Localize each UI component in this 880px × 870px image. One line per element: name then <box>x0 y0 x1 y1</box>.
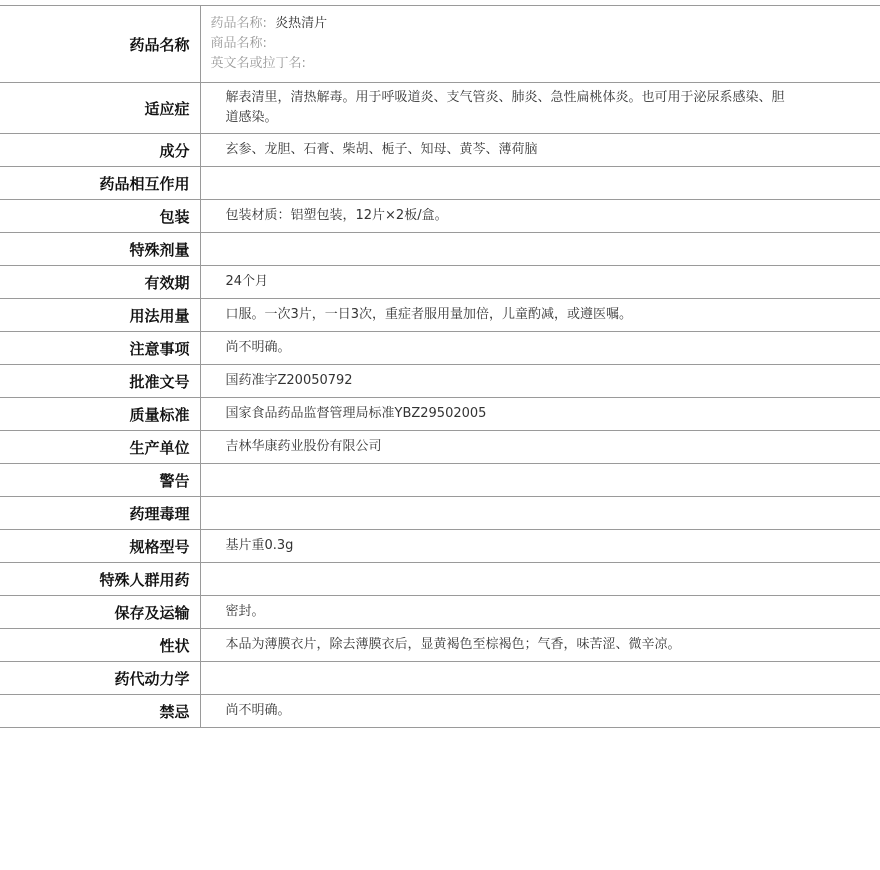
row-value <box>200 497 880 530</box>
generic-name-line <box>211 14 791 34</box>
row-value: 口服。一次3片，一日3次，重症者服用量加倍，儿童酌减，或遵医嘱。 <box>200 299 880 332</box>
row-value <box>200 167 880 200</box>
row-value: 24个月 <box>200 266 880 299</box>
row-value: 本品为薄膜衣片，除去薄膜衣后，显黄褐色至棕褐色；气香，味苦涩、微辛凉。 <box>200 629 880 662</box>
row-value: 包装材质：铝塑包装，12片×2板/盒。 <box>200 200 880 233</box>
row-value: 基片重0.3g <box>200 530 880 563</box>
row-value <box>200 662 880 695</box>
row-label: 特殊剂量 <box>0 233 200 266</box>
row-label: 规格型号 <box>0 530 200 563</box>
table-row <box>0 134 880 167</box>
table-row <box>0 596 880 629</box>
table-row <box>0 167 880 200</box>
row-value <box>200 233 880 266</box>
row-label: 质量标准 <box>0 398 200 431</box>
table-row <box>0 662 880 695</box>
table-row <box>0 332 880 365</box>
row-label: 用法用量 <box>0 299 200 332</box>
row-label: 药代动力学 <box>0 662 200 695</box>
table-row <box>0 695 880 728</box>
row-label: 药品名称 <box>0 6 200 83</box>
generic-name-value: 炎热清片 <box>275 16 328 31</box>
table-row <box>0 299 880 332</box>
table-row <box>0 200 880 233</box>
row-label: 特殊人群用药 <box>0 563 200 596</box>
row-value <box>200 464 880 497</box>
row-value: 尚不明确。 <box>200 695 880 728</box>
drug-info-table <box>0 5 880 728</box>
table-row <box>0 365 880 398</box>
table-row <box>0 266 880 299</box>
row-label: 有效期 <box>0 266 200 299</box>
table-row <box>0 530 880 563</box>
row-label: 生产单位 <box>0 431 200 464</box>
row-value: 密封。 <box>200 596 880 629</box>
row-value: 国家食品药品监督管理局标准YBZ29502005 <box>200 398 880 431</box>
row-label: 成分 <box>0 134 200 167</box>
table-row <box>0 464 880 497</box>
table-row <box>0 431 880 464</box>
row-value <box>200 563 880 596</box>
drug-name-cell <box>200 6 880 83</box>
table-row <box>0 563 880 596</box>
row-label: 药品相互作用 <box>0 167 200 200</box>
table-row <box>0 629 880 662</box>
trade-name-line: 商品名称: <box>210 36 267 51</box>
row-label: 注意事项 <box>0 332 200 365</box>
table-row <box>0 83 880 134</box>
row-value: 吉林华康药业股份有限公司 <box>200 431 880 464</box>
row-label: 批准文号 <box>0 365 200 398</box>
row-label: 保存及运输 <box>0 596 200 629</box>
row-label: 禁忌 <box>0 695 200 728</box>
row-value: 国药准字Z20050792 <box>200 365 880 398</box>
row-label: 性状 <box>0 629 200 662</box>
table-row-drug-name <box>0 6 880 83</box>
table-row <box>0 497 880 530</box>
row-label: 包装 <box>0 200 200 233</box>
generic-name-prefix: 药品名称: <box>210 16 267 31</box>
table-row <box>0 233 880 266</box>
row-value: 尚不明确。 <box>200 332 880 365</box>
row-label: 药理毒理 <box>0 497 200 530</box>
english-name-line: 英文名或拉丁名: <box>210 56 306 71</box>
row-label: 适应症 <box>0 83 200 134</box>
row-value: 玄参、龙胆、石膏、柴胡、栀子、知母、黄芩、薄荷脑 <box>200 134 880 167</box>
table-row <box>0 398 880 431</box>
row-value: 解表清里，清热解毒。用于呼吸道炎、支气管炎、肺炎、急性扁桃体炎。也可用于泌尿系感染、胆道感染。 <box>200 83 880 134</box>
row-label: 警告 <box>0 464 200 497</box>
